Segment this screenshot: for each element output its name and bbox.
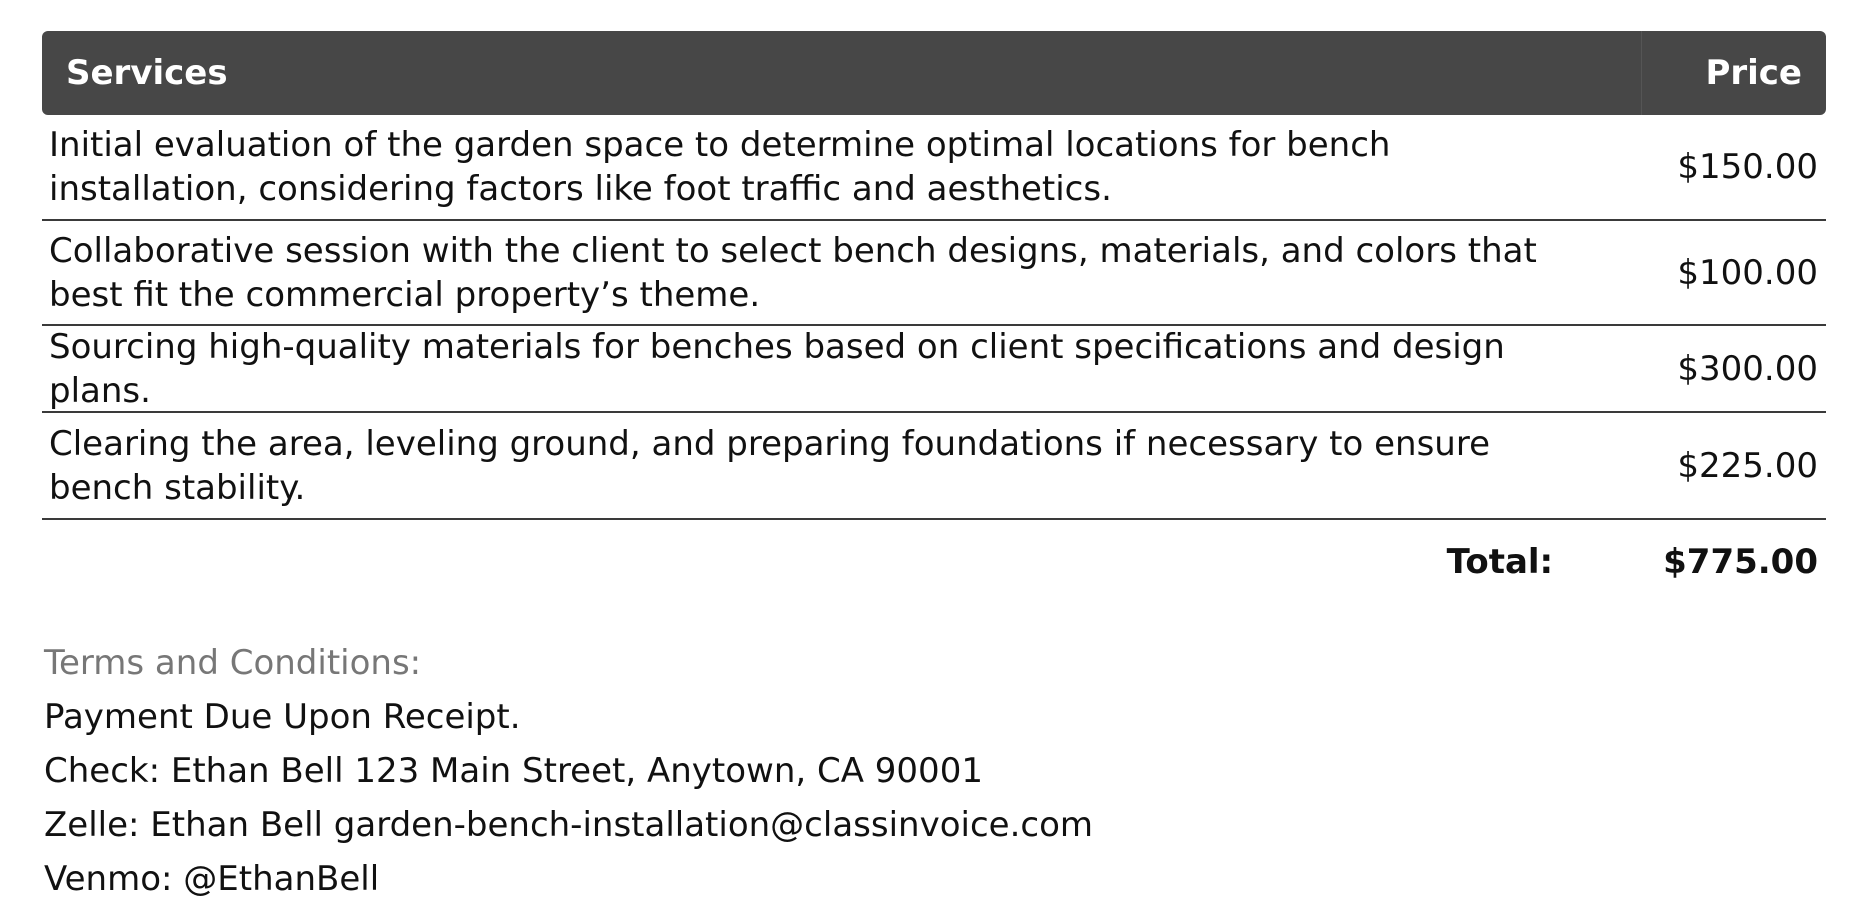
terms-title: Terms and Conditions: [44, 643, 422, 683]
service-description: Collaborative session with the client to select bench designs, materials, and colors that best fit the commercial property’s theme. [49, 230, 1537, 315]
service-price: $100.00 [1677, 252, 1818, 293]
price-column-header: Price [1641, 31, 1826, 115]
table-row [42, 326, 1826, 413]
service-price: $150.00 [1677, 147, 1818, 187]
terms-line-payment: Payment Due Upon Receipt. [44, 697, 521, 737]
total-label: Total: [1446, 542, 1554, 582]
table-row [42, 413, 1826, 520]
service-description: Sourcing high-quality materials for benches based on client specifications and design plans. [49, 326, 1505, 411]
service-price: $225.00 [1677, 445, 1818, 486]
service-description: Clearing the area, leveling ground, and preparing foundations if necessary to ensure bench stability. [49, 423, 1490, 508]
service-description: Initial evaluation of the garden space to determine optimal locations for bench installation, considering factors like foot traffic and aesthetics. [49, 125, 1391, 209]
total-value: $775.00 [1663, 542, 1818, 582]
services-column-header: Services [66, 53, 228, 93]
service-price: $300.00 [1677, 348, 1818, 389]
terms-line-check: Check: Ethan Bell 123 Main Street, Anytown, CA 90001 [44, 751, 983, 791]
terms-line-venmo: Venmo: @EthanBell [44, 859, 380, 899]
total-row [42, 520, 1826, 604]
table-row [42, 115, 1826, 221]
table-row [42, 221, 1826, 326]
terms-and-conditions [44, 636, 1093, 906]
table-header [42, 31, 1826, 115]
terms-line-zelle: Zelle: Ethan Bell garden-bench-installation@classinvoice.com [44, 805, 1093, 845]
services-table [42, 31, 1826, 604]
